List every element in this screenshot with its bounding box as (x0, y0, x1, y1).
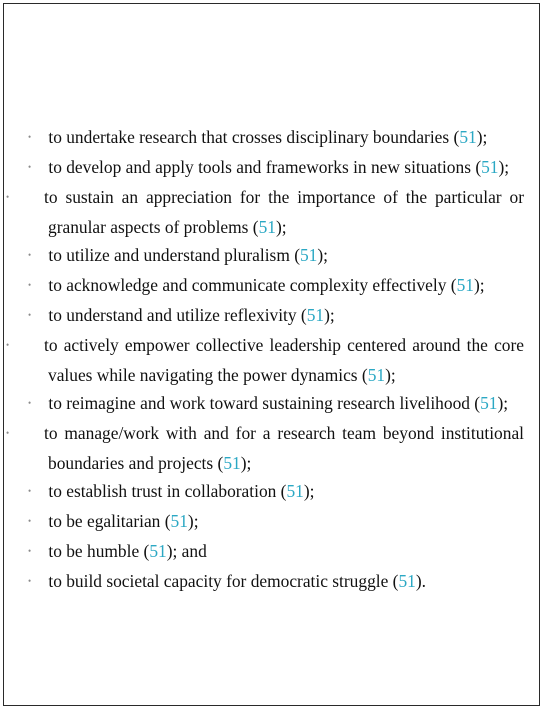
item-text: to understand and utilize reflexivity ( (48, 305, 307, 325)
list-item (26, 537, 524, 567)
item-text-end: ); (498, 157, 510, 177)
bullet-icon: • (28, 398, 32, 408)
citation-link[interactable]: 51 (223, 453, 241, 473)
citation-link[interactable]: 51 (398, 571, 416, 591)
item-text: to sustain an appreciation for the importance of the particular or granular aspects of problems ( (44, 187, 524, 237)
citation-link[interactable]: 51 (480, 393, 498, 413)
list-item (26, 567, 524, 597)
bullet-icon: • (28, 576, 32, 586)
bullet-icon: • (28, 132, 32, 142)
item-text: to acknowledge and communicate complexity effectively ( (48, 275, 457, 295)
item-text-end: ); (317, 245, 328, 265)
item-text-end: ); (324, 305, 335, 325)
bullet-icon: • (28, 250, 32, 260)
item-text-end: ); (240, 453, 252, 473)
bullet-icon: • (28, 310, 32, 320)
list-item (6, 419, 524, 477)
citation-link[interactable]: 51 (258, 217, 276, 237)
bullet-icon: • (28, 516, 32, 526)
item-text: to establish trust in collaboration ( (48, 481, 287, 501)
item-text: to be humble ( (48, 541, 150, 561)
citation-link[interactable]: 51 (286, 481, 304, 501)
item-text: to be egalitarian ( (48, 511, 171, 531)
list-item (26, 301, 524, 331)
item-text-end: ); (473, 275, 485, 295)
citation-link[interactable]: 51 (459, 127, 477, 147)
citation-link[interactable]: 51 (299, 245, 318, 265)
bullet-icon: • (28, 280, 32, 290)
bullet-icon: • (28, 546, 32, 556)
item-text-end: ); (385, 365, 396, 385)
item-text-end: ). (415, 571, 426, 591)
citation-link[interactable]: 51 (170, 511, 188, 531)
item-text: to actively empower collective leadership centered around the core values while navigating the power dynamics ( (44, 335, 524, 385)
item-text: to develop and apply tools and frameworks in new situations ( (48, 157, 482, 177)
bullet-icon: • (6, 428, 10, 438)
item-text-end: ); (497, 393, 509, 413)
list-item (6, 183, 524, 241)
citation-link[interactable]: 51 (481, 157, 499, 177)
item-text-end: ); (303, 481, 315, 501)
item-text: to reimagine and work toward sustaining research livelihood ( (48, 393, 481, 413)
list-item (26, 241, 524, 271)
list-item (26, 271, 524, 301)
list-item (26, 153, 524, 183)
text-box-frame (3, 3, 540, 706)
item-text-end: ); and (166, 541, 207, 561)
bullet-icon: • (6, 340, 10, 350)
bullet-icon: • (6, 192, 10, 202)
citation-link[interactable]: 51 (456, 275, 474, 295)
item-text: to utilize and understand pluralism ( (48, 245, 300, 265)
list-item (26, 477, 524, 507)
citation-link[interactable]: 51 (367, 365, 386, 385)
item-text: to undertake research that crosses disciplinary boundaries ( (48, 127, 460, 147)
list-item (26, 389, 524, 419)
item-text: to manage/work with and for a research team beyond institutional boundaries and projects ( (44, 423, 524, 473)
list-item (6, 331, 524, 389)
bullet-icon: • (28, 162, 32, 172)
list-item (26, 507, 524, 537)
competency-list (6, 123, 524, 597)
item-text: to build societal capacity for democratic struggle ( (48, 571, 399, 591)
item-text-end: ); (187, 511, 199, 531)
item-text-end: ); (275, 217, 287, 237)
citation-link[interactable]: 51 (149, 541, 167, 561)
list-item (26, 123, 524, 153)
item-text-end: ); (476, 127, 488, 147)
citation-link[interactable]: 51 (306, 305, 325, 325)
bullet-icon: • (28, 486, 32, 496)
